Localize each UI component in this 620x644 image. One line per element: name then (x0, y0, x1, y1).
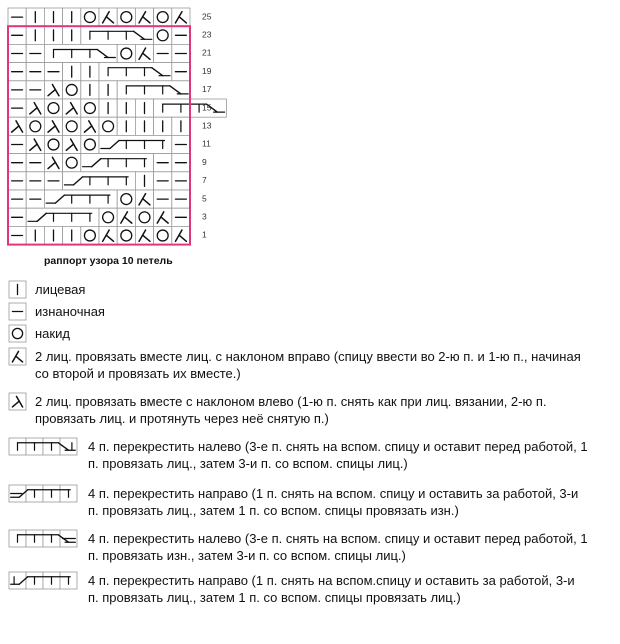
chart-cell-yo (154, 26, 172, 44)
row-number-label: 5 (202, 193, 207, 204)
legend-text: 2 лиц. провязать вместе лиц. с наклоном вправо (спицу ввести во 2-ю п. и 1-ю п., начиная со второй и провязать их вместе.) (35, 349, 581, 381)
legend-item (8, 437, 588, 472)
legend-item (8, 347, 595, 382)
chart-cell-yo (117, 44, 135, 62)
row-number-label: 25 (202, 11, 212, 22)
repeat-caption: раппорт узора 10 петель (44, 255, 173, 267)
chart-cell-knit (63, 26, 81, 44)
chart-cell-knit (44, 226, 62, 244)
chart-cell-yo (63, 117, 81, 135)
chart-cell-knit (63, 8, 81, 26)
chart-cell-knit (63, 63, 81, 81)
chart-cell-purl (44, 172, 62, 190)
chart-cell-k2tog_l (8, 117, 26, 135)
legend-item (8, 324, 595, 343)
chart-cell-purl (172, 135, 190, 153)
chart-cell-purl (8, 208, 26, 226)
chart-cell-purl (172, 26, 190, 44)
chart-cell-purl (8, 8, 26, 26)
cross-R-knit-icon (8, 571, 78, 590)
row-number-label: 13 (202, 120, 212, 131)
chart-cell-knit (99, 99, 117, 117)
chart-cell-yo (99, 208, 117, 226)
legend-text: 4 п. перекрестить налево (3-е п. снять на вспом. спицу и оставит перед работой, 1 п. провязать лиц., затем 3-и п. со вспом. спицы лиц.) (88, 439, 588, 471)
cross-L-knit-icon (8, 437, 78, 456)
chart-cell-k2tog_r (172, 8, 190, 26)
row-number-label: 17 (202, 84, 212, 95)
chart-cell-knit (26, 226, 44, 244)
legend-item (8, 571, 588, 606)
chart-row (8, 154, 190, 172)
chart-cell-k2tog_l (44, 117, 62, 135)
legend-text: 4 п. перекрестить направо (1 п. снять на вспом. спицу и оставить за работой, 3-и п. провязать лиц., затем 1 п. со вспом. спицы провязать изн.) (88, 486, 579, 518)
chart-row (8, 135, 190, 153)
chart-cell-k2tog_r (99, 8, 117, 26)
chart-cell-purl (8, 99, 26, 117)
k2tog-l-icon (8, 392, 27, 411)
row-number-label: 1 (202, 229, 207, 240)
chart-cell-k2tog_r (99, 226, 117, 244)
chart-row (8, 44, 190, 62)
chart-cell-purl (172, 44, 190, 62)
chart-cell-purl (154, 172, 172, 190)
chart-cell-yo (44, 99, 62, 117)
chart-cell-purl (26, 154, 44, 172)
yo-icon (8, 324, 27, 343)
cross-stitch-symbol (44, 190, 117, 208)
chart-cell-yo (26, 117, 44, 135)
chart-cell-purl (172, 172, 190, 190)
chart-cell-purl (44, 63, 62, 81)
chart-cell-yo (81, 226, 99, 244)
legend-text: 4 п. перекрестить направо (1 п. снять на вспом.спицу и оставить за работой, 3-и п. провязать лиц., затем 1 п. со вспом. спицы провязать лиц.) (88, 573, 575, 605)
chart-cell-purl (172, 63, 190, 81)
cross-stitch-symbol (117, 81, 190, 99)
chart-cell-purl (154, 190, 172, 208)
cross-L-purl-icon (8, 529, 78, 548)
row-number-label: 7 (202, 175, 207, 186)
chart-cell-knit (135, 172, 153, 190)
chart-cell-yo (81, 99, 99, 117)
chart-cell-k2tog_r (135, 226, 153, 244)
chart-row (8, 63, 190, 81)
row-number-label: 21 (202, 47, 212, 58)
chart-cell-purl (8, 26, 26, 44)
chart-cell-k2tog_l (63, 135, 81, 153)
row-number-label: 9 (202, 156, 207, 167)
chart-cell-yo (117, 226, 135, 244)
chart-cell-yo (117, 190, 135, 208)
chart-cell-purl (8, 154, 26, 172)
chart-cell-yo (81, 135, 99, 153)
legend-text: лицевая (35, 282, 86, 297)
chart-cell-purl (26, 81, 44, 99)
chart-row (8, 190, 190, 208)
chart-cell-yo (63, 81, 81, 99)
chart-cell-purl (172, 190, 190, 208)
chart-cell-k2tog_r (117, 208, 135, 226)
purl-icon (8, 302, 27, 321)
chart-cell-k2tog_r (154, 208, 172, 226)
chart-cell-purl (8, 172, 26, 190)
chart-cell-k2tog_l (44, 81, 62, 99)
chart-cell-purl (8, 135, 26, 153)
chart-cell-knit (44, 26, 62, 44)
cross-stitch-symbol (99, 63, 172, 81)
chart-row (8, 99, 226, 117)
chart-cell-k2tog_r (135, 44, 153, 62)
legend-text: 4 п. перекрестить налево (3-е п. снять на вспом. спицу и оставит перед работой, 1 п. провязать изн., затем 3-и п. со вспом. спицы лиц.) (88, 531, 588, 563)
legend-item (8, 484, 588, 519)
chart-cell-k2tog_l (26, 135, 44, 153)
chart-cell-yo (117, 8, 135, 26)
chart-cell-k2tog_l (26, 99, 44, 117)
chart-cell-knit (63, 226, 81, 244)
chart-cell-yo (99, 117, 117, 135)
row-number-label: 15 (202, 102, 212, 113)
chart-row (8, 226, 190, 244)
cross-R-purl-icon (8, 484, 78, 503)
legend-text: накид (35, 326, 70, 341)
chart-row (8, 117, 190, 135)
knitting-chart (0, 0, 230, 252)
chart-cell-purl (8, 81, 26, 99)
chart-cell-knit (26, 26, 44, 44)
chart-row (8, 81, 190, 99)
chart-cell-yo (44, 135, 62, 153)
chart-cell-knit (99, 81, 117, 99)
cross-stitch-symbol (26, 208, 99, 226)
chart-cell-yo (81, 8, 99, 26)
chart-cell-yo (154, 226, 172, 244)
k2tog-r-icon (8, 347, 27, 366)
knit-icon (8, 280, 27, 299)
legend-text: 2 лиц. провязать вместе с наклоном влево (1-ю п. снять как при лиц. вязании, 2-ю п. провязать лиц. и протянуть через неё снятую п.) (35, 394, 547, 426)
chart-cell-yo (154, 8, 172, 26)
row-number-label: 3 (202, 211, 207, 222)
chart-cell-knit (26, 8, 44, 26)
row-number-label: 11 (202, 138, 211, 149)
legend-item (8, 392, 595, 427)
chart-cell-purl (172, 208, 190, 226)
chart-cell-knit (172, 117, 190, 135)
chart-row (8, 26, 190, 44)
legend-item (8, 529, 588, 564)
row-number-label: 19 (202, 65, 212, 76)
chart-cell-purl (8, 226, 26, 244)
legend-item (8, 302, 595, 321)
chart-cell-purl (26, 172, 44, 190)
cross-stitch-symbol (81, 154, 154, 172)
chart-row (8, 172, 190, 190)
chart-cell-k2tog_r (135, 190, 153, 208)
chart-cell-yo (63, 154, 81, 172)
cross-stitch-symbol (81, 26, 154, 44)
chart-cell-purl (26, 190, 44, 208)
chart-cell-k2tog_r (135, 8, 153, 26)
legend-item (8, 280, 595, 299)
chart-cell-purl (8, 190, 26, 208)
chart-cell-knit (81, 81, 99, 99)
chart-cell-knit (81, 63, 99, 81)
chart-cell-knit (117, 99, 135, 117)
chart-cell-purl (8, 44, 26, 62)
chart-cell-purl (26, 63, 44, 81)
chart-cell-purl (8, 63, 26, 81)
chart-cell-knit (117, 117, 135, 135)
row-number-label: 23 (202, 29, 212, 40)
chart-row (8, 8, 190, 26)
chart-cell-k2tog_l (44, 154, 62, 172)
cross-stitch-symbol (99, 135, 172, 153)
cross-stitch-symbol (44, 44, 117, 62)
chart-cell-k2tog_r (172, 226, 190, 244)
chart-cell-purl (154, 154, 172, 172)
chart-cell-purl (26, 44, 44, 62)
chart-row (8, 208, 190, 226)
cross-stitch-symbol (63, 172, 136, 190)
chart-cell-knit (135, 117, 153, 135)
chart-cell-purl (172, 154, 190, 172)
legend-text: изнаночная (35, 304, 105, 319)
chart-cell-k2tog_l (81, 117, 99, 135)
chart-cell-yo (135, 208, 153, 226)
chart-cell-k2tog_l (63, 99, 81, 117)
chart-cell-knit (44, 8, 62, 26)
chart-cell-knit (135, 99, 153, 117)
chart-cell-knit (154, 117, 172, 135)
chart-cell-purl (154, 44, 172, 62)
